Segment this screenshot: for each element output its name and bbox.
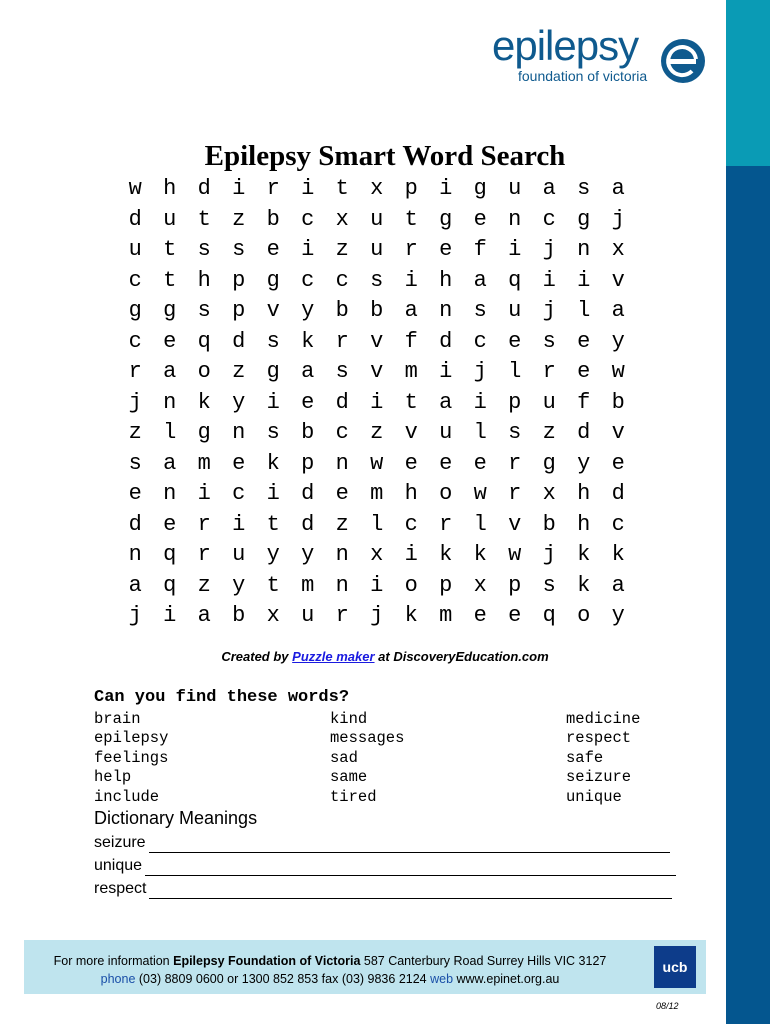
grid-letter[interactable]: h — [163, 176, 177, 201]
grid-letter[interactable]: o — [577, 603, 591, 628]
grid-letter[interactable]: v — [611, 267, 625, 293]
grid-letter[interactable]: z — [232, 206, 246, 232]
side-bar-bottom — [726, 166, 770, 1024]
grid-letter[interactable]: h — [577, 511, 591, 537]
grid-letter[interactable]: e — [301, 389, 315, 415]
grid-row — [118, 540, 638, 571]
credit-line — [0, 648, 770, 666]
grid-letter[interactable]: a — [611, 572, 625, 598]
word-item: tired — [330, 787, 377, 806]
grid-letter[interactable]: a — [163, 450, 177, 476]
grid-letter[interactable]: g — [439, 206, 453, 232]
grid-letter[interactable]: k — [611, 542, 625, 567]
grid-letter[interactable]: s — [370, 267, 384, 293]
grid-row — [118, 357, 638, 388]
grid-letter[interactable]: a — [197, 603, 211, 628]
grid-letter[interactable]: a — [542, 176, 556, 201]
grid-letter[interactable]: e — [128, 481, 142, 506]
grid-letter[interactable]: h — [197, 267, 211, 293]
grid-letter[interactable]: v — [370, 328, 384, 354]
grid-letter[interactable]: b — [301, 420, 315, 445]
grid-letter[interactable]: c — [232, 481, 246, 506]
footer-info-box — [24, 940, 706, 994]
grid-letter[interactable]: p — [232, 298, 246, 323]
grid-letter[interactable]: n — [335, 450, 349, 476]
grid-letter[interactable]: k — [473, 542, 487, 567]
grid-letter[interactable]: e — [577, 359, 591, 384]
grid-letter[interactable]: g — [128, 298, 142, 323]
dictionary-heading: Dictionary Meanings — [94, 808, 258, 828]
grid-letter[interactable]: o — [197, 359, 211, 384]
grid-letter[interactable]: u — [163, 206, 177, 232]
footer-line-2 — [32, 970, 628, 988]
grid-letter[interactable]: r — [197, 511, 211, 537]
grid-letter[interactable]: k — [577, 542, 591, 567]
grid-letter[interactable]: t — [163, 237, 177, 262]
word-item: feelings — [94, 748, 169, 767]
grid-letter[interactable]: r — [128, 359, 142, 384]
grid-row — [118, 235, 638, 266]
grid-letter[interactable]: e — [439, 450, 453, 476]
grid-letter[interactable]: z — [128, 420, 142, 445]
grid-letter[interactable]: a — [128, 572, 142, 598]
grid-letter[interactable]: l — [508, 359, 522, 384]
grid-letter[interactable]: s — [508, 420, 522, 445]
word-item: include — [94, 787, 160, 806]
grid-letter[interactable]: d — [128, 511, 142, 537]
grid-letter[interactable]: s — [335, 359, 349, 384]
grid-letter[interactable]: k — [577, 572, 591, 598]
grid-letter[interactable]: n — [163, 389, 177, 415]
grid-letter[interactable]: b — [335, 298, 349, 323]
grid-letter[interactable]: r — [404, 237, 418, 262]
footer-text — [32, 952, 628, 988]
grid-letter[interactable]: t — [197, 206, 211, 232]
grid-letter[interactable]: n — [335, 542, 349, 567]
grid-letter[interactable]: i — [301, 237, 315, 262]
grid-letter[interactable]: m — [301, 572, 315, 598]
credit-suffix: at DiscoveryEducation.com — [374, 649, 549, 664]
grid-letter[interactable]: l — [163, 420, 177, 445]
grid-letter[interactable]: z — [542, 420, 556, 445]
grid-letter[interactable]: e — [232, 450, 246, 476]
logo-wordmark: epilepsy — [492, 22, 639, 69]
grid-letter[interactable]: d — [301, 511, 315, 537]
grid-letter[interactable]: f — [473, 237, 487, 262]
grid-letter[interactable]: k — [301, 328, 315, 354]
grid-letter[interactable]: z — [232, 359, 246, 384]
grid-letter[interactable]: g — [266, 267, 280, 293]
grid-letter[interactable]: a — [439, 389, 453, 415]
grid-letter[interactable]: m — [197, 450, 211, 476]
grid-letter[interactable]: e — [577, 328, 591, 354]
grid-letter[interactable]: u — [128, 237, 142, 262]
grid-letter[interactable]: i — [197, 481, 211, 506]
grid-letter[interactable]: w — [473, 481, 487, 506]
word-column-1 — [94, 710, 168, 807]
grid-letter[interactable]: s — [542, 572, 556, 598]
grid-letter[interactable]: x — [266, 603, 280, 628]
grid-letter[interactable]: j — [370, 603, 384, 628]
grid-letter[interactable]: i — [473, 389, 487, 415]
credit-prefix: Created by — [221, 649, 293, 664]
grid-letter[interactable]: x — [370, 542, 384, 567]
grid-letter[interactable]: l — [473, 511, 487, 537]
grid-letter[interactable]: e — [439, 237, 453, 262]
answer-line[interactable] — [145, 858, 676, 876]
grid-letter[interactable]: e — [404, 450, 418, 476]
grid-letter[interactable]: d — [335, 389, 349, 415]
grid-letter[interactable]: i — [370, 572, 384, 598]
word-column-2 — [330, 710, 404, 807]
grid-letter[interactable]: b — [611, 389, 625, 415]
grid-letter[interactable]: d — [197, 176, 211, 201]
grid-row — [118, 510, 638, 541]
grid-letter[interactable]: c — [611, 511, 625, 537]
grid-letter[interactable]: l — [577, 298, 591, 323]
grid-letter[interactable]: y — [301, 298, 315, 323]
grid-letter[interactable]: d — [577, 420, 591, 445]
grid-row — [118, 205, 638, 236]
grid-letter[interactable]: l — [473, 420, 487, 445]
grid-letter[interactable]: s — [473, 298, 487, 323]
grid-letter[interactable]: d — [128, 206, 142, 232]
grid-letter[interactable]: f — [404, 328, 418, 354]
grid-letter[interactable]: h — [404, 481, 418, 506]
ucb-logo — [654, 946, 696, 988]
grid-letter[interactable]: k — [439, 542, 453, 567]
logo-subtitle: foundation of victoria — [518, 68, 648, 84]
grid-letter[interactable]: o — [439, 481, 453, 506]
word-item: seizure — [566, 768, 632, 787]
dictionary-term: respect — [94, 880, 147, 897]
grid-letter[interactable]: e — [473, 450, 487, 476]
word-list — [94, 710, 714, 810]
grid-letter[interactable]: q — [197, 328, 211, 354]
grid-letter[interactable]: i — [370, 389, 384, 415]
grid-letter[interactable]: u — [370, 206, 384, 232]
grid-letter[interactable]: s — [266, 328, 280, 354]
grid-letter[interactable]: i — [508, 237, 522, 262]
grid-letter[interactable]: s — [197, 298, 211, 323]
grid-letter[interactable]: s — [542, 328, 556, 354]
grid-letter[interactable]: m — [404, 359, 418, 384]
grid-letter[interactable]: g — [197, 420, 211, 445]
grid-letter[interactable]: c — [473, 328, 487, 354]
page-title: Epilepsy Smart Word Search — [204, 140, 566, 172]
word-item: brain — [94, 710, 141, 728]
grid-letter[interactable]: a — [301, 359, 315, 384]
grid-letter[interactable]: r — [508, 450, 522, 476]
grid-letter[interactable]: e — [508, 603, 522, 628]
grid-row — [118, 174, 638, 205]
grid-letter[interactable]: a — [404, 298, 418, 323]
grid-letter[interactable]: e — [266, 237, 280, 262]
grid-letter[interactable]: a — [611, 298, 625, 323]
grid-letter[interactable]: g — [473, 176, 487, 201]
grid-letter[interactable]: e — [163, 328, 177, 354]
grid-letter[interactable]: i — [542, 267, 556, 293]
dictionary-line-respect — [94, 877, 672, 899]
grid-row — [118, 296, 638, 327]
dictionary-line-seizure — [94, 831, 670, 853]
grid-letter[interactable]: r — [335, 328, 349, 354]
grid-row — [118, 418, 638, 449]
grid-letter[interactable]: v — [611, 420, 625, 445]
grid-letter[interactable]: q — [508, 267, 522, 293]
grid-letter[interactable]: j — [473, 359, 487, 384]
grid-letter[interactable]: s — [197, 237, 211, 262]
grid-letter[interactable]: f — [577, 389, 591, 415]
grid-letter[interactable]: u — [508, 298, 522, 323]
grid-letter[interactable]: m — [439, 603, 453, 628]
grid-letter[interactable]: z — [370, 420, 384, 445]
word-item: kind — [330, 710, 368, 728]
grid-letter[interactable]: e — [335, 481, 349, 506]
grid-letter[interactable]: j — [542, 298, 556, 323]
epilepsy-foundation-logo — [488, 22, 716, 88]
grid-letter[interactable]: p — [508, 389, 522, 415]
grid-letter[interactable]: c — [301, 267, 315, 293]
grid-letter[interactable]: g — [577, 206, 591, 232]
grid-letter[interactable]: x — [335, 206, 349, 232]
grid-letter[interactable]: c — [404, 511, 418, 537]
word-item: epilepsy — [94, 729, 169, 748]
grid-letter[interactable]: c — [335, 420, 349, 445]
grid-letter[interactable]: n — [577, 237, 591, 262]
grid-row — [118, 571, 638, 602]
word-item: help — [94, 768, 132, 787]
date-code: 08/12 — [656, 1001, 679, 1011]
grid-letter[interactable]: y — [611, 603, 625, 628]
grid-letter[interactable]: u — [542, 389, 556, 415]
grid-letter[interactable]: n — [508, 206, 522, 232]
grid-letter[interactable]: q — [542, 603, 556, 628]
grid-letter[interactable]: w — [611, 359, 625, 384]
grid-letter[interactable]: j — [542, 542, 556, 567]
web-value[interactable]: www.epinet.org.au — [453, 972, 560, 986]
grid-letter[interactable]: t — [404, 389, 418, 415]
puzzle-maker-link[interactable]: Puzzle maker — [292, 649, 375, 664]
footer-prefix: For more information — [53, 954, 174, 968]
grid-letter[interactable]: g — [542, 450, 556, 476]
grid-letter[interactable]: y — [232, 572, 246, 598]
grid-letter[interactable]: r — [508, 481, 522, 506]
grid-letter[interactable]: s — [128, 450, 142, 476]
grid-row — [118, 388, 638, 419]
phone-value: (03) 8809 0600 or 1300 852 853 fax (03) 9836 2124 — [135, 972, 431, 986]
word-item: medicine — [566, 710, 641, 728]
grid-letter[interactable]: d — [439, 328, 453, 354]
grid-row — [118, 327, 638, 358]
grid-letter[interactable]: e — [473, 603, 487, 628]
grid-letter[interactable]: v — [508, 511, 522, 537]
grid-letter[interactable]: u — [370, 237, 384, 262]
grid-letter[interactable]: x — [370, 176, 384, 201]
grid-letter[interactable]: c — [128, 267, 142, 293]
grid-letter[interactable]: u — [508, 176, 522, 201]
grid-letter[interactable]: m — [370, 481, 384, 506]
grid-letter[interactable]: i — [439, 359, 453, 384]
grid-letter[interactable]: g — [163, 298, 177, 323]
grid-letter[interactable]: q — [163, 542, 177, 567]
grid-letter[interactable]: a — [163, 359, 177, 384]
grid-letter[interactable]: p — [508, 572, 522, 598]
grid-letter[interactable]: i — [232, 176, 246, 201]
grid-letter[interactable]: i — [266, 389, 280, 415]
grid-letter[interactable]: w — [370, 450, 384, 476]
grid-letter[interactable]: j — [128, 603, 142, 628]
grid-letter[interactable]: z — [335, 511, 349, 537]
grid-row — [118, 479, 638, 510]
phone-label: phone — [100, 972, 136, 986]
grid-letter[interactable]: k — [266, 450, 280, 476]
word-search-grid — [118, 174, 638, 632]
grid-letter[interactable]: g — [266, 359, 280, 384]
grid-letter[interactable]: y — [577, 450, 591, 476]
grid-letter[interactable]: n — [335, 572, 349, 598]
ucb-logo-text: ucb — [662, 959, 688, 975]
grid-letter[interactable]: n — [232, 420, 246, 445]
grid-letter[interactable]: t — [404, 206, 418, 232]
grid-letter[interactable]: i — [301, 176, 315, 201]
grid-row — [118, 266, 638, 297]
grid-letter[interactable]: u — [301, 603, 315, 628]
grid-letter[interactable]: n — [128, 542, 142, 567]
grid-letter[interactable]: e — [163, 511, 177, 537]
grid-letter[interactable]: d — [232, 328, 246, 354]
grid-letter[interactable]: x — [473, 572, 487, 598]
word-item: safe — [566, 748, 604, 767]
grid-row — [118, 449, 638, 480]
grid-letter[interactable]: e — [611, 450, 625, 476]
grid-letter[interactable]: o — [404, 572, 418, 598]
grid-letter[interactable]: b — [266, 206, 280, 232]
grid-letter[interactable]: c — [542, 206, 556, 232]
grid-letter[interactable]: w — [128, 176, 142, 201]
grid-letter[interactable]: v — [404, 420, 418, 445]
grid-letter[interactable]: x — [542, 481, 556, 506]
grid-letter[interactable]: r — [197, 542, 211, 567]
grid-letter[interactable]: n — [439, 298, 453, 323]
grid-letter[interactable]: a — [611, 176, 625, 201]
grid-letter[interactable]: x — [611, 237, 625, 262]
grid-letter[interactable]: h — [439, 267, 453, 293]
grid-letter[interactable]: i — [439, 176, 453, 201]
grid-letter[interactable]: z — [335, 237, 349, 262]
grid-letter[interactable]: d — [301, 481, 315, 506]
find-words-heading: Can you find these words? — [94, 688, 350, 707]
footer-address: 587 Canterbury Road Surrey Hills VIC 3127 — [360, 954, 607, 968]
grid-letter[interactable]: y — [301, 542, 315, 567]
grid-letter[interactable]: u — [439, 420, 453, 445]
grid-letter[interactable]: y — [232, 389, 246, 415]
answer-line[interactable] — [149, 835, 670, 853]
grid-letter[interactable]: i — [404, 267, 418, 293]
grid-letter[interactable]: h — [577, 481, 591, 506]
grid-letter[interactable]: s — [577, 176, 591, 201]
word-item: respect — [566, 729, 632, 748]
grid-letter[interactable]: v — [370, 359, 384, 384]
grid-letter[interactable]: w — [508, 542, 522, 567]
grid-letter[interactable]: j — [611, 206, 625, 232]
grid-letter[interactable]: r — [335, 603, 349, 628]
grid-letter[interactable]: c — [335, 267, 349, 293]
grid-letter[interactable]: p — [439, 572, 453, 598]
grid-row — [118, 601, 638, 632]
grid-letter[interactable]: p — [232, 267, 246, 293]
grid-letter[interactable]: y — [266, 542, 280, 567]
word-item: sad — [330, 748, 358, 767]
grid-letter[interactable]: i — [577, 267, 591, 293]
dictionary-term: unique — [94, 857, 143, 874]
grid-letter[interactable]: j — [542, 237, 556, 262]
grid-letter[interactable]: i — [266, 481, 280, 506]
grid-letter[interactable]: t — [335, 176, 349, 201]
grid-letter[interactable]: k — [197, 389, 211, 415]
grid-letter[interactable]: i — [163, 603, 177, 628]
grid-letter[interactable]: d — [611, 481, 625, 506]
grid-letter[interactable]: k — [404, 603, 418, 628]
grid-letter[interactable]: v — [266, 298, 280, 323]
footer-org: Epilepsy Foundation of Victoria — [173, 954, 361, 968]
grid-letter[interactable]: p — [301, 450, 315, 476]
word-item: messages — [330, 729, 405, 748]
grid-letter[interactable]: t — [266, 572, 280, 598]
grid-letter[interactable]: s — [266, 420, 280, 445]
grid-letter[interactable]: j — [128, 389, 142, 415]
answer-line[interactable] — [149, 881, 672, 899]
grid-letter[interactable]: s — [232, 237, 246, 262]
word-item: unique — [566, 787, 622, 806]
grid-letter[interactable]: l — [370, 511, 384, 537]
grid-letter[interactable]: i — [404, 542, 418, 567]
word-item: same — [330, 768, 368, 787]
grid-letter[interactable]: t — [266, 511, 280, 537]
dictionary-line-unique — [94, 854, 676, 876]
grid-letter[interactable]: b — [370, 298, 384, 323]
grid-letter[interactable]: u — [232, 542, 246, 567]
word-column-3 — [566, 710, 640, 807]
grid-letter[interactable]: y — [611, 328, 625, 354]
grid-letter[interactable]: c — [301, 206, 315, 232]
grid-letter[interactable]: n — [163, 481, 177, 506]
grid-letter[interactable]: q — [163, 572, 177, 598]
grid-letter[interactable]: p — [404, 176, 418, 201]
grid-letter[interactable]: r — [439, 511, 453, 537]
grid-letter[interactable]: e — [473, 206, 487, 232]
grid-letter[interactable]: b — [542, 511, 556, 537]
dictionary-term: seizure — [94, 834, 146, 851]
logo-e-mark-icon — [658, 36, 708, 86]
grid-letter[interactable]: z — [197, 572, 211, 598]
grid-letter[interactable]: i — [232, 511, 246, 537]
grid-letter[interactable]: t — [163, 267, 177, 293]
footer-line-1 — [32, 952, 628, 970]
grid-letter[interactable]: b — [232, 603, 246, 628]
grid-letter[interactable]: r — [542, 359, 556, 384]
grid-letter[interactable]: c — [128, 328, 142, 354]
grid-letter[interactable]: a — [473, 267, 487, 293]
grid-letter[interactable]: r — [266, 176, 280, 201]
web-label: web — [430, 972, 454, 986]
grid-letter[interactable]: e — [508, 328, 522, 354]
